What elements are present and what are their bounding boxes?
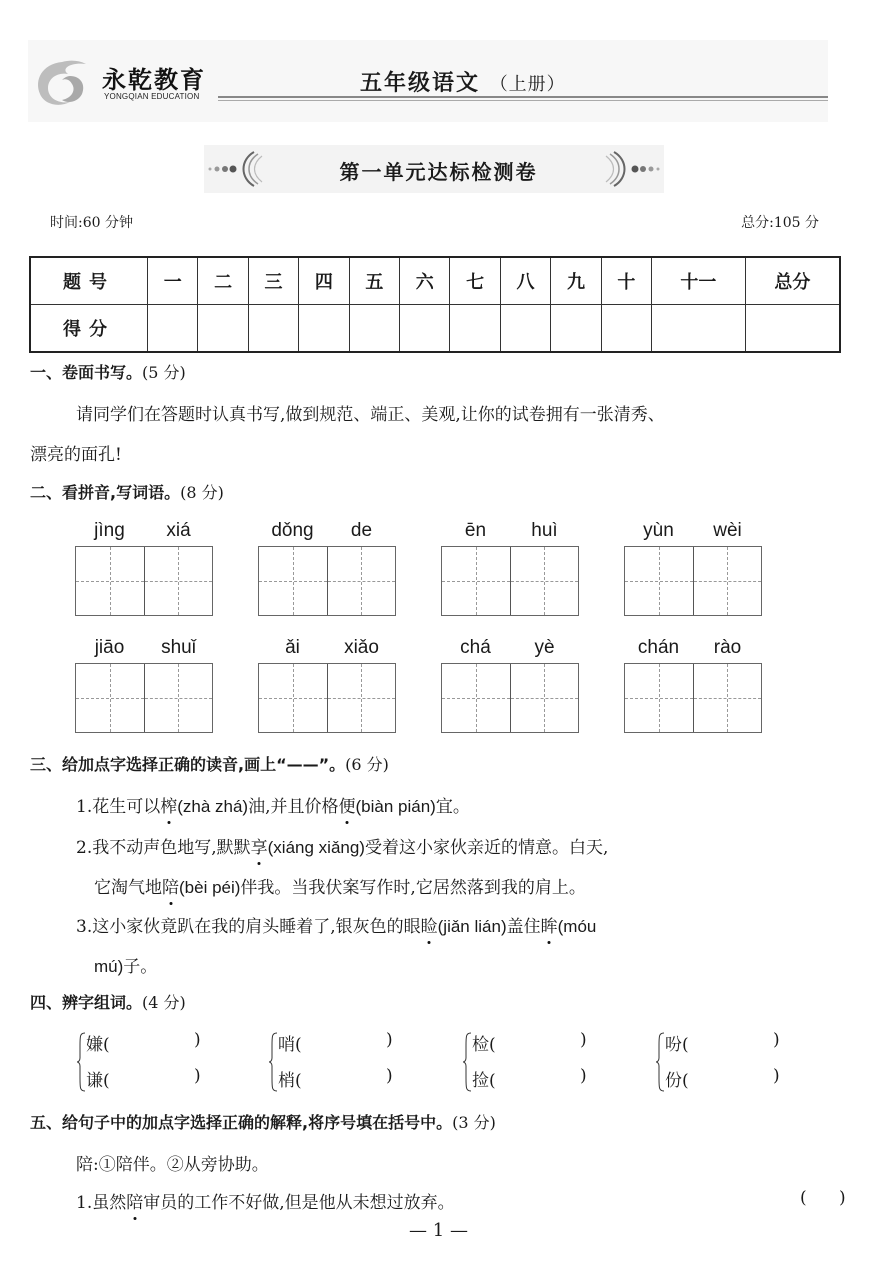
- open-paren: (: [103, 1035, 110, 1055]
- open-paren: (: [489, 1071, 496, 1091]
- pinyin-label: de: [350, 520, 373, 541]
- char: 嫌: [86, 1035, 103, 1055]
- score-cell[interactable]: [299, 305, 349, 353]
- section-3-title: 三、给加点字选择正确的读音,画上“——”。: [30, 755, 346, 774]
- question-text: 花生可以: [92, 797, 161, 817]
- score-cell[interactable]: [198, 305, 248, 353]
- score-col-header: 二: [198, 257, 248, 305]
- score-col-header: 一: [148, 257, 198, 305]
- question-3-1: [76, 792, 470, 817]
- pinyin-label: jiāo: [94, 637, 125, 658]
- question-number: 2.: [76, 838, 93, 858]
- section-4-title: 四、辨字组词。: [30, 993, 143, 1012]
- section-1-text-line1: 请同学们在答题时认真书写,做到规范、端正、美观,让你的试卷拥有一张清秀、: [76, 405, 665, 425]
- section-2-title: 二、看拼音,写词语。: [30, 483, 181, 502]
- score-cell[interactable]: [745, 305, 840, 353]
- score-cell[interactable]: [551, 305, 601, 353]
- open-paren: (: [103, 1071, 110, 1091]
- score-table-header-row: [30, 257, 840, 305]
- book-title-sub: （上册）: [489, 74, 566, 95]
- writing-grid[interactable]: [441, 663, 579, 733]
- section-2-heading: [30, 480, 224, 503]
- pinyin-label: yùn: [643, 520, 674, 541]
- word-pair: [76, 1030, 226, 1094]
- logo-swirl-icon: [32, 58, 92, 110]
- section-3-heading: [30, 752, 389, 775]
- pinyin-options[interactable]: (móu: [557, 917, 597, 936]
- pinyin-options[interactable]: mú): [94, 957, 124, 976]
- pinyin-label: huì: [531, 520, 558, 541]
- pinyin-word-group: [624, 637, 762, 733]
- pinyin-word-group: [441, 637, 579, 733]
- score-cell[interactable]: [400, 305, 450, 353]
- section-1-title: 一、卷面书写。: [30, 363, 143, 382]
- answer-blank[interactable]: ): [194, 1030, 201, 1050]
- exam-time: 时间:60 分钟: [50, 215, 133, 231]
- question-text: 虽然: [92, 1193, 127, 1213]
- page-number: — 1 —: [409, 1220, 468, 1241]
- pinyin-options[interactable]: (zhà zhá): [177, 797, 249, 816]
- question-text: 伴我。当我伏案写作时,它居然落到我的肩上。: [240, 878, 586, 898]
- pinyin-label: jìng: [94, 520, 125, 541]
- writing-grid[interactable]: [624, 663, 762, 733]
- question-text: 我不动声色地写,默默: [92, 838, 251, 858]
- open-paren: (: [295, 1071, 302, 1091]
- pinyin-label: chán: [637, 637, 680, 658]
- pinyin-label: xiǎo: [344, 637, 379, 658]
- pinyin-word-group: [441, 520, 579, 616]
- logo-text-cn: 永乾教育: [102, 65, 206, 94]
- char: 检: [472, 1035, 489, 1055]
- answer-blank[interactable]: ( ): [800, 1188, 846, 1208]
- score-col-header: 七: [450, 257, 500, 305]
- score-cell[interactable]: [601, 305, 651, 353]
- score-col-header: 九: [551, 257, 601, 305]
- char: 份: [665, 1071, 682, 1091]
- question-text: 这小家伙竟趴在我的肩头睡着了,银灰色的眼: [92, 917, 421, 937]
- section-1-points: (5 分): [142, 363, 186, 382]
- question-text: 宜。: [435, 797, 470, 817]
- pinyin-label: chá: [460, 637, 491, 658]
- score-table-row-label: 得分: [30, 305, 148, 353]
- score-table: [29, 256, 841, 353]
- section-5-heading: [30, 1110, 496, 1133]
- writing-grid[interactable]: [624, 546, 762, 616]
- question-3-2-cont: [94, 873, 586, 898]
- dotted-char: 享: [250, 838, 268, 858]
- answer-blank[interactable]: ): [773, 1030, 780, 1050]
- pinyin-word-group: [258, 520, 396, 616]
- score-cell[interactable]: [652, 305, 746, 353]
- answer-blank[interactable]: ): [580, 1030, 587, 1050]
- question-text: 它淘气地: [94, 878, 162, 898]
- score-table-row-label: 题号: [30, 257, 148, 305]
- score-cell[interactable]: [450, 305, 500, 353]
- dotted-char: 陪: [126, 1193, 144, 1213]
- section-1-text-line2: 漂亮的面孔!: [30, 445, 122, 465]
- open-paren: (: [682, 1035, 689, 1055]
- score-col-header: 三: [248, 257, 298, 305]
- question-text: 油,并且价格: [248, 797, 339, 817]
- dotted-char: 便: [338, 797, 356, 817]
- char: 哨: [278, 1035, 295, 1055]
- answer-blank[interactable]: ): [580, 1066, 587, 1086]
- section-5-points: (3 分): [452, 1113, 496, 1132]
- question-text: 子。: [123, 957, 158, 977]
- pinyin-word-group: [258, 637, 396, 733]
- brace-icon: [268, 1032, 278, 1092]
- score-col-header: 五: [349, 257, 399, 305]
- question-3-3-cont: [94, 952, 157, 977]
- score-col-header: 总分: [745, 257, 840, 305]
- answer-blank[interactable]: ): [386, 1030, 393, 1050]
- open-paren: (: [682, 1071, 689, 1091]
- answer-blank[interactable]: ): [194, 1066, 201, 1086]
- pinyin-options[interactable]: (xiáng xiǎng): [267, 838, 365, 857]
- question-text: 受着这小家伙亲近的情意。白天,: [364, 838, 609, 858]
- question-number: 1.: [76, 797, 93, 817]
- question-3-3: [76, 912, 596, 937]
- char: 吩: [665, 1035, 682, 1055]
- score-cell[interactable]: [248, 305, 298, 353]
- open-paren: (: [489, 1035, 496, 1055]
- question-number: 1.: [76, 1193, 93, 1213]
- question-number: 3.: [76, 917, 93, 937]
- question-3-2: [76, 833, 608, 858]
- score-col-header: 六: [400, 257, 450, 305]
- pinyin-label: xiá: [166, 520, 191, 541]
- char: 捡: [472, 1071, 489, 1091]
- section-1-heading: [30, 360, 186, 383]
- pinyin-label: ǎi: [285, 637, 300, 658]
- writing-grid[interactable]: [258, 663, 396, 733]
- brace-icon: [462, 1032, 472, 1092]
- pinyin-options[interactable]: (jiǎn lián): [437, 917, 507, 936]
- score-cell[interactable]: [148, 305, 198, 353]
- dotted-char: 榨: [160, 797, 178, 817]
- writing-grid[interactable]: [441, 546, 579, 616]
- pinyin-options[interactable]: (biàn pián): [355, 797, 436, 816]
- score-cell[interactable]: [500, 305, 550, 353]
- word-pair: [462, 1030, 612, 1094]
- question-text: 审员的工作不好做,但是他从未想过放弃。: [143, 1193, 455, 1213]
- dotted-char: 眸: [540, 917, 558, 937]
- score-col-header: 八: [500, 257, 550, 305]
- question-5-1: [76, 1188, 455, 1213]
- book-title: [360, 66, 566, 97]
- char: 梢: [278, 1071, 295, 1091]
- score-cell[interactable]: [349, 305, 399, 353]
- exam-total-score: 总分:105 分: [741, 215, 819, 231]
- pinyin-word-group: [624, 520, 762, 616]
- section-4-heading: [30, 990, 186, 1013]
- score-table-score-row: [30, 305, 840, 353]
- writing-grid[interactable]: [75, 546, 213, 616]
- word-pair: [268, 1030, 418, 1094]
- pinyin-options[interactable]: (bèi péi): [179, 878, 241, 897]
- pinyin-word-group: [75, 520, 213, 616]
- answer-blank[interactable]: ): [773, 1066, 780, 1086]
- dotted-char: 陪: [162, 878, 179, 898]
- pinyin-label: shuǐ: [161, 637, 196, 658]
- brace-icon: [76, 1032, 86, 1092]
- score-col-header: 十一: [652, 257, 746, 305]
- header-rule: [218, 96, 828, 101]
- writing-grid[interactable]: [258, 546, 396, 616]
- logo: [32, 58, 232, 118]
- score-col-header: 四: [299, 257, 349, 305]
- unit-title: 第一单元达标检测卷: [339, 160, 538, 184]
- pinyin-label: dǒng: [271, 520, 314, 541]
- logo-text-en: YONGQIAN EDUCATION: [104, 92, 200, 101]
- section-4-points: (4 分): [142, 993, 186, 1012]
- section-2-points: (8 分): [180, 483, 224, 502]
- pinyin-label: wèi: [713, 520, 742, 541]
- pinyin-label: yè: [534, 637, 555, 658]
- pinyin-label: rào: [713, 637, 742, 658]
- dotted-char: 睑: [420, 917, 438, 937]
- definition-line: 陪:①陪伴。②从旁协助。: [76, 1155, 269, 1175]
- book-title-main: 五年级语文: [360, 71, 481, 96]
- writing-grid[interactable]: [75, 663, 213, 733]
- pinyin-label: ēn: [464, 520, 487, 541]
- pinyin-word-group: [75, 637, 213, 733]
- char: 谦: [86, 1071, 103, 1091]
- open-paren: (: [295, 1035, 302, 1055]
- section-3-points: (6 分): [345, 755, 389, 774]
- word-pair: [655, 1030, 805, 1094]
- brace-icon: [655, 1032, 665, 1092]
- answer-blank[interactable]: ): [386, 1066, 393, 1086]
- score-col-header: 十: [601, 257, 651, 305]
- section-5-title: 五、给句子中的加点字选择正确的解释,将序号填在括号中。: [30, 1113, 453, 1132]
- question-text: 盖住: [506, 917, 541, 937]
